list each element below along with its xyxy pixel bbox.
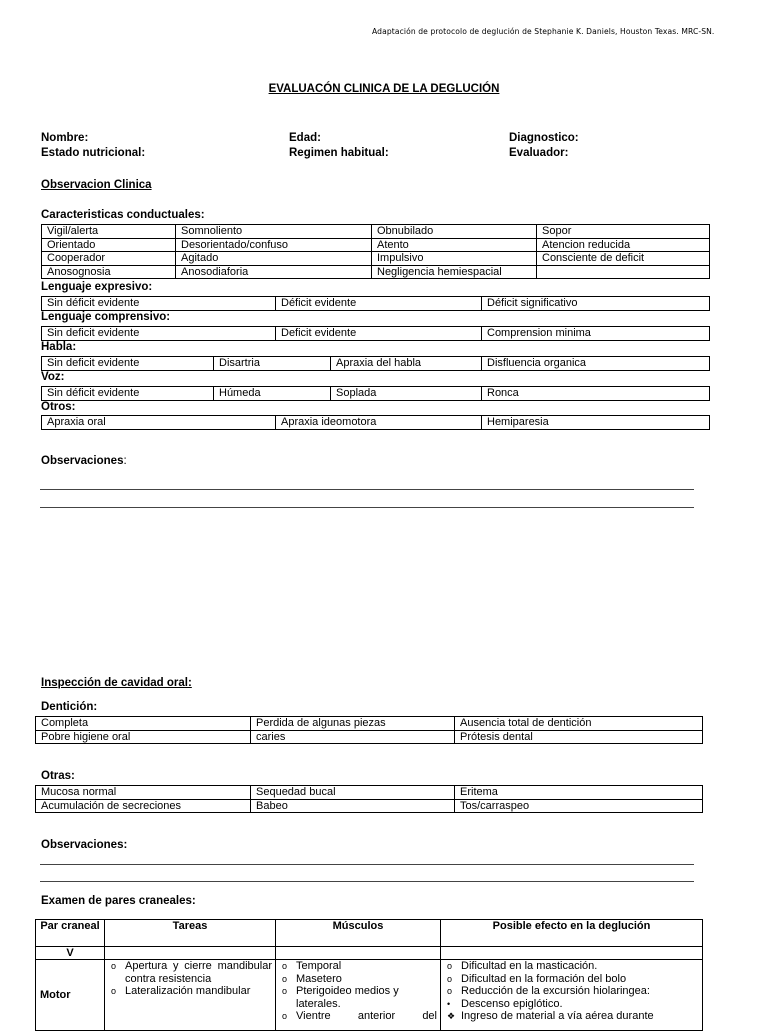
caracteristicas-heading: Caracteristicas conductuales: (41, 209, 205, 221)
denticion-table (35, 716, 703, 744)
observaciones-label: Observaciones: (41, 455, 127, 467)
column-header: Músculos (276, 920, 441, 947)
table-cell: Disartria (214, 357, 331, 371)
table-cell: Húmeda (214, 387, 331, 401)
table-cell: Mucosa normal (36, 786, 251, 800)
list-item: o Vientre anterior del (282, 1010, 437, 1022)
table-cell: Déficit evidente (276, 297, 482, 311)
observaciones-2-line[interactable] (40, 881, 694, 882)
table-cell: Pobre higiene oral (36, 730, 251, 744)
observaciones-line[interactable] (40, 489, 694, 490)
table-row (42, 252, 710, 266)
page-title: EVALUACÓN CLINICA DE LA DEGLUCIÓN (268, 83, 500, 95)
list-item: o Dificultad en la formación del bolo (447, 972, 627, 985)
table-cell: Negligencia hemiespacial (372, 265, 537, 279)
table-cell: Sin déficit evidente (42, 297, 276, 311)
list-item: o Pterigoideo medios y laterales. (282, 985, 399, 1010)
inspeccion-heading: Inspección de cavidad oral: (41, 677, 192, 689)
observacion-clinica-heading: Observacion Clinica (41, 179, 152, 191)
lenguaje-comprensivo-heading: Lenguaje comprensivo: (41, 311, 171, 323)
otros-table (41, 415, 710, 430)
observaciones-line[interactable] (40, 507, 694, 508)
table-cell (276, 947, 441, 960)
table-cell: Completa (36, 717, 251, 731)
column-header: Par craneal (36, 920, 105, 947)
observaciones-2-label: Observaciones: (41, 839, 128, 851)
table-cell: Ausencia total de dentición (455, 717, 703, 731)
table-row (36, 786, 703, 800)
table-cell: Apraxia ideomotora (276, 416, 482, 430)
table-cell: Consciente de deficit (537, 252, 710, 266)
denticion-heading: Dentición: (41, 701, 98, 713)
regimen-label: Regimen habitual: (289, 147, 389, 159)
list-item: o Masetero (282, 972, 342, 985)
table-cell: Sin déficit evidente (42, 387, 214, 401)
table-row (42, 327, 710, 341)
table-cell: Sin deficit evidente (42, 357, 214, 371)
column-header: Tareas (105, 920, 276, 947)
table-row (42, 416, 710, 430)
column-header: Posible efecto en la deglución (441, 920, 703, 947)
table-cell: Cooperador (42, 252, 176, 266)
table-cell: caries (251, 730, 455, 744)
list-item: o Dificultad en la masticación. (447, 960, 598, 972)
table-cell: Prótesis dental (455, 730, 703, 744)
voz-table (41, 386, 710, 401)
table-header-row (36, 920, 703, 947)
table-cell: Déficit significativo (482, 297, 710, 311)
habla-table (41, 356, 710, 371)
lenguaje-comprensivo-table (41, 326, 710, 341)
row-label: Motor (36, 960, 105, 1031)
table-cell: Anosognosia (42, 265, 176, 279)
table-cell: Sequedad bucal (251, 786, 455, 800)
table-cell: Obnubilado (372, 225, 537, 239)
list-item: o Reducción de la excursión hiolaringea: (447, 985, 650, 997)
table-row (36, 730, 703, 744)
table-row (42, 297, 710, 311)
musculos-cell (276, 960, 441, 1031)
table-cell: Deficit evidente (276, 327, 482, 341)
table-row (42, 387, 710, 401)
table-row (36, 717, 703, 731)
list-item: o Temporal (282, 960, 342, 972)
table-cell: Soplada (331, 387, 482, 401)
table-cell: Babeo (251, 799, 455, 813)
list-item: o Lateralización mandibular (111, 985, 251, 997)
table-cell (537, 265, 710, 279)
table-cell: Hemiparesia (482, 416, 710, 430)
efectos-cell (441, 960, 703, 1031)
table-row (42, 238, 710, 252)
otras-table (35, 785, 703, 813)
nombre-label: Nombre: (41, 132, 89, 144)
table-cell: Ronca (482, 387, 710, 401)
observaciones-2-line[interactable] (40, 864, 694, 865)
table-row (36, 960, 703, 1031)
diagnostico-label: Diagnostico: (509, 132, 579, 144)
table-cell: Eritema (455, 786, 703, 800)
table-cell: Agitado (176, 252, 372, 266)
table-cell: Atencion reducida (537, 238, 710, 252)
table-row (36, 947, 703, 960)
table-row (42, 225, 710, 239)
table-cell: Anosodiaforia (176, 265, 372, 279)
table-cell: Acumulación de secreciones (36, 799, 251, 813)
table-cell: Tos/carraspeo (455, 799, 703, 813)
table-cell: Disfluencia organica (482, 357, 710, 371)
edad-label: Edad: (289, 132, 321, 144)
table-cell: Desorientado/confuso (176, 238, 372, 252)
list-item: ❖ Ingreso de material a vía aérea durante (447, 1010, 654, 1022)
tareas-cell (105, 960, 276, 1031)
table-cell (105, 947, 276, 960)
table-cell: Impulsivo (372, 252, 537, 266)
table-cell: Somnoliento (176, 225, 372, 239)
caracteristicas-table (41, 224, 710, 279)
list-item: o Apertura y cierre mandibular contra resistencia (111, 960, 272, 985)
lenguaje-expresivo-heading: Lenguaje expresivo: (41, 281, 153, 293)
lenguaje-expresivo-table (41, 296, 710, 311)
table-cell (441, 947, 703, 960)
table-row (42, 265, 710, 279)
estado-nutricional-label: Estado nutricional: (41, 147, 146, 159)
voz-heading: Voz: (41, 371, 65, 383)
pares-craneales-heading: Examen de pares craneales: (41, 895, 196, 907)
table-cell: Apraxia oral (42, 416, 276, 430)
table-cell: Vigil/alerta (42, 225, 176, 239)
table-cell: Comprension minima (482, 327, 710, 341)
table-cell: Sin deficit evidente (42, 327, 276, 341)
otros-heading: Otros: (41, 401, 76, 413)
table-row (42, 357, 710, 371)
otras-heading: Otras: (41, 770, 75, 782)
table-cell: Sopor (537, 225, 710, 239)
list-item: • Descenso epiglótico. (447, 997, 563, 1010)
habla-heading: Habla: (41, 341, 77, 353)
table-cell: Atento (372, 238, 537, 252)
table-cell: Orientado (42, 238, 176, 252)
table-cell: Apraxia del habla (331, 357, 482, 371)
roman-numeral: V (36, 947, 105, 960)
table-cell: Perdida de algunas piezas (251, 717, 455, 731)
table-row (36, 799, 703, 813)
header-note: Adaptación de protocolo de deglución de Stephanie K. Daniels, Houston Texas. MRC-SN. (372, 27, 715, 36)
evaluador-label: Evaluador: (509, 147, 569, 159)
pares-craneales-table (35, 919, 703, 1031)
